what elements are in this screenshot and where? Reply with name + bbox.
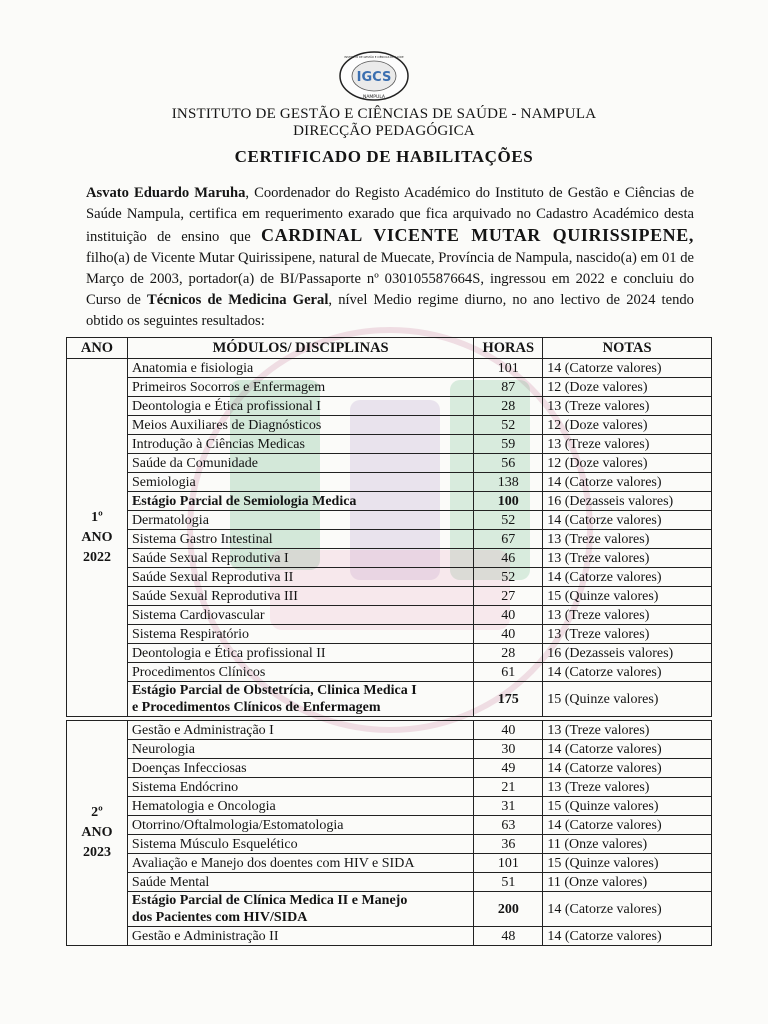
hours-cell: 52 [474,416,543,435]
course-name: Técnicos de Medicina Geral [146,292,329,308]
module-cell: Sistema Cardiovascular [127,606,473,625]
grade-cell: 14 (Catorze valores) [543,473,712,492]
hours-cell: 56 [474,454,543,473]
module-cell: Sistema Gastro Intestinal [127,530,473,549]
module-cell: Introdução à Ciências Medicas [127,435,473,454]
table-row [67,416,712,435]
module-cell: Saúde Mental [127,873,474,892]
grade-cell: 15 (Quinze valores) [543,854,712,873]
table-row [67,359,712,378]
hours-cell: 59 [474,435,543,454]
module-cell: Primeiros Socorros e Enfermagem [127,378,473,397]
hours-cell: 52 [474,511,543,530]
signer-name: Asvato Eduardo Maruha [86,185,246,201]
table-row [67,568,712,587]
hours-cell: 49 [474,759,543,778]
grade-cell: 14 (Catorze valores) [543,816,712,835]
logo-bottom-text: NAMPULA [362,95,386,100]
department-name: DIRECÇÃO PEDAGÓGICA [293,123,475,139]
table-row [67,892,712,927]
module-cell: Saúde da Comunidade [127,454,473,473]
hours-cell: 28 [474,397,543,416]
grade-cell: 12 (Doze valores) [543,416,712,435]
year-label [67,721,128,946]
module-cell [127,892,474,927]
logo-ring-text: INSTITUTO DE GESTÃO E CIÊNCIAS DE SAÚDE [344,56,404,59]
module-cell: Doenças Infecciosas [127,759,474,778]
module-cell: Gestão e Administração I [127,721,474,740]
header-modulos: MÓDULOS/ DISCIPLINAS [127,338,473,359]
year-label [67,359,128,717]
grade-cell: 14 (Catorze valores) [543,892,712,927]
table-row [67,549,712,568]
grade-cell: 13 (Treze valores) [543,625,712,644]
table-row [67,778,712,797]
year-label-line: 2023 [82,845,111,860]
module-cell: Semiologia [127,473,473,492]
grade-cell: 13 (Treze valores) [543,397,712,416]
module-cell: Saúde Sexual Reprodutiva III [127,587,473,606]
grade-cell: 14 (Catorze valores) [543,359,712,378]
module-name-line: Estágio Parcial de Clínica Medica II e Manejo [131,893,408,908]
grade-cell: 14 (Catorze valores) [543,740,712,759]
table-row [67,816,712,835]
hours-cell: 101 [474,854,543,873]
module-cell: Sistema Músculo Esquelético [127,835,474,854]
intro-text-3: , nível Medio regime diurno, no ano lectivo de 2024 tendo obtido os seguintes resultados: [86,292,694,329]
module-cell [127,682,473,717]
institute-logo [338,50,410,102]
table-row [67,740,712,759]
grade-cell: 14 (Catorze valores) [543,927,712,946]
hours-cell: 175 [474,682,543,717]
hours-cell: 36 [474,835,543,854]
grade-cell: 13 (Treze valores) [543,606,712,625]
hours-cell: 200 [474,892,543,927]
grade-cell: 14 (Catorze valores) [543,511,712,530]
table-row [67,397,712,416]
grade-cell: 15 (Quinze valores) [543,797,712,816]
module-cell: Deontologia e Ética profissional I [127,397,473,416]
header-notas: NOTAS [543,338,712,359]
module-cell: Saúde Sexual Reprodutiva I [127,549,473,568]
table-row [67,606,712,625]
table-row [67,682,712,717]
table-row [67,625,712,644]
intro-paragraph [86,183,694,332]
hours-cell: 138 [474,473,543,492]
institute-name: INSTITUTO DE GESTÃO E CIÊNCIAS DE SAÚDE - NAMPULA [171,106,597,122]
table-row [67,511,712,530]
module-name-line: e Procedimentos Clínicos de Enfermagem [131,700,381,715]
module-cell: Otorrino/Oftalmologia/Estomatologia [127,816,474,835]
table-row [67,587,712,606]
table-row [67,492,712,511]
table-row [67,854,712,873]
table-row [67,644,712,663]
hours-cell: 27 [474,587,543,606]
grade-cell: 16 (Dezasseis valores) [543,644,712,663]
module-cell: Gestão e Administração II [127,927,474,946]
module-cell: Anatomia e fisiologia [127,359,473,378]
table-row [67,927,712,946]
grade-cell: 12 (Doze valores) [543,378,712,397]
hours-cell: 46 [474,549,543,568]
grade-cell: 15 (Quinze valores) [543,682,712,717]
hours-cell: 87 [474,378,543,397]
module-cell: Saúde Sexual Reprodutiva II [127,568,473,587]
table-row [67,835,712,854]
hours-cell: 101 [474,359,543,378]
module-cell: Avaliação e Manejo dos doentes com HIV e SIDA [127,854,474,873]
hours-cell: 67 [474,530,543,549]
logo-center-text: IGCS [356,70,392,85]
hours-cell: 48 [474,927,543,946]
module-name-line: dos Pacientes com HIV/SIDA [131,910,308,925]
grade-cell: 14 (Catorze valores) [543,663,712,682]
grade-cell: 13 (Treze valores) [543,435,712,454]
module-cell: Neurologia [127,740,474,759]
table-row [67,435,712,454]
grade-cell: 16 (Dezasseis valores) [543,492,712,511]
module-cell: Procedimentos Clínicos [127,663,473,682]
hours-cell: 63 [474,816,543,835]
intro-text-1: , Coordenador do Registo Académico do Instituto de Gestão e Ciências de Saúde Nampula, certifica em requerimento exarado que fica arquivado no Cadastro Académico desta instituição de ensino que [86,185,694,245]
hours-cell: 28 [474,644,543,663]
grade-cell: 11 (Onze valores) [543,835,712,854]
grade-cell: 11 (Onze valores) [543,873,712,892]
hours-cell: 61 [474,663,543,682]
grade-cell: 13 (Treze valores) [543,530,712,549]
table-row [67,759,712,778]
table-row [67,454,712,473]
grades-table-year2 [66,720,712,946]
module-cell: Deontologia e Ética profissional II [127,644,473,663]
year-label-line: ANO [81,529,113,545]
hours-cell: 40 [474,625,543,644]
intro-text-2: filho(a) de Vicente Mutar Quirissipene, natural de Muecate, Província de Nampula, nascido(a) em 01 de Março de 2003, portador(a) de BI/Passaporte nº 030105587664S, ingressou em 2022 e concluiu do Curso de [86,250,694,308]
grade-cell: 15 (Quinze valores) [543,587,712,606]
header-horas: HORAS [474,338,543,359]
grade-cell: 14 (Catorze valores) [543,759,712,778]
hours-cell: 30 [474,740,543,759]
hours-cell: 40 [474,606,543,625]
module-cell: Estágio Parcial de Semiologia Medica [127,492,473,511]
grade-cell: 13 (Treze valores) [543,549,712,568]
hours-cell: 51 [474,873,543,892]
year-label-line: 2º [91,805,103,820]
year-label-line: ANO [81,825,113,840]
table-row [67,797,712,816]
header-ano: ANO [67,338,128,359]
student-name: CARDINAL VICENTE MUTAR QUIRISSIPENE, [261,225,694,245]
grade-cell: 13 (Treze valores) [543,721,712,740]
module-cell: Hematologia e Oncologia [127,797,474,816]
module-cell: Meios Auxiliares de Diagnósticos [127,416,473,435]
hours-cell: 100 [474,492,543,511]
hours-cell: 40 [474,721,543,740]
module-cell: Sistema Endócrino [127,778,474,797]
grade-cell: 14 (Catorze valores) [543,568,712,587]
hours-cell: 52 [474,568,543,587]
table-row [67,530,712,549]
year-label-line: 2022 [82,549,111,565]
table-row [67,721,712,740]
module-cell: Sistema Respiratório [127,625,473,644]
table-row [67,873,712,892]
table-row [67,663,712,682]
certificate-title: CERTIFICADO DE HABILITAÇÕES [234,147,534,166]
module-name-line: Estágio Parcial de Obstetrícia, Clinica Medica I [131,683,417,698]
hours-cell: 21 [474,778,543,797]
grades-table-year1 [66,337,712,717]
grade-cell: 13 (Treze valores) [543,778,712,797]
year-label-line: 1º [91,509,103,525]
grade-cell: 12 (Doze valores) [543,454,712,473]
hours-cell: 31 [474,797,543,816]
table-row [67,473,712,492]
table-row [67,378,712,397]
module-cell: Dermatologia [127,511,473,530]
